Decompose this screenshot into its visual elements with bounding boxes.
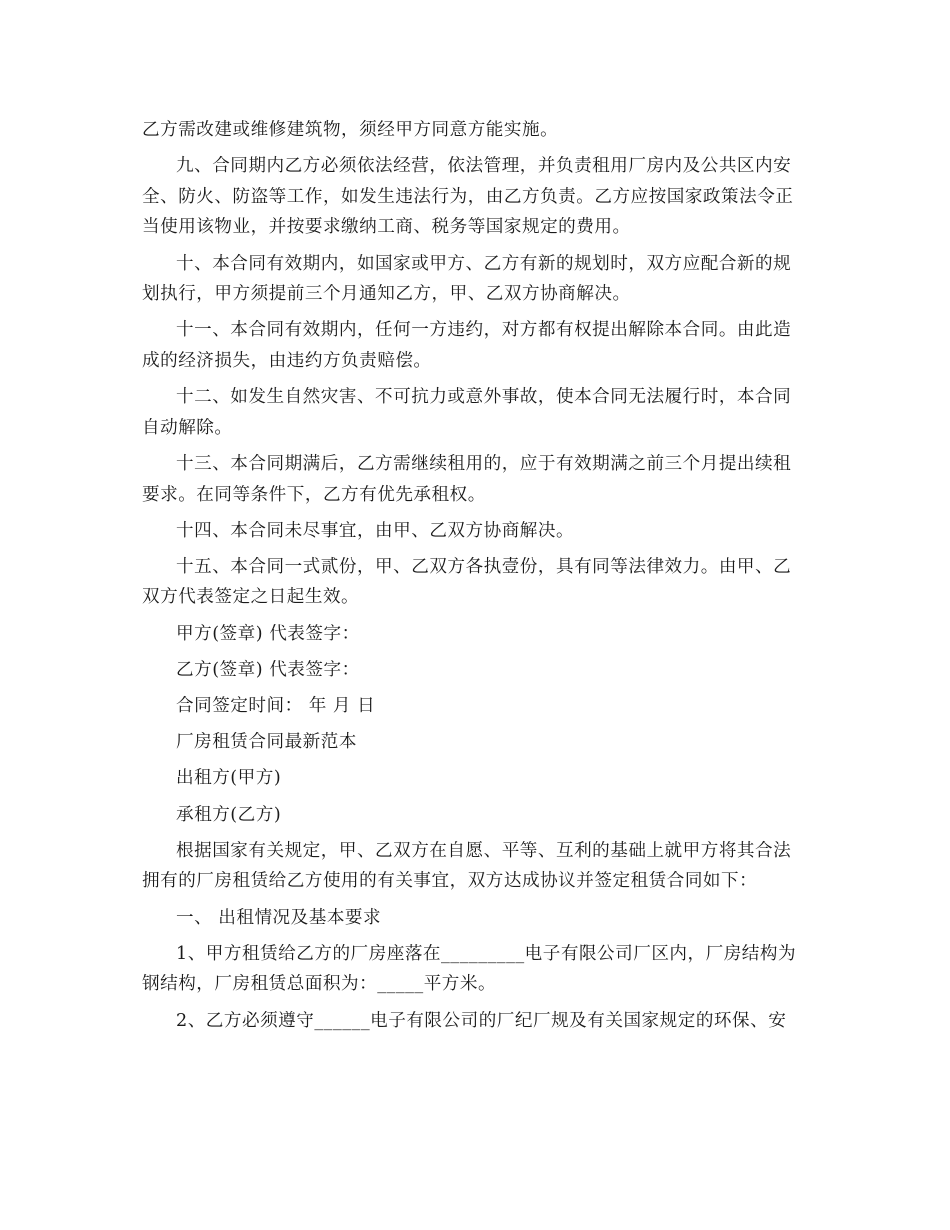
lessee-label: 承租方(乙方) — [176, 804, 282, 825]
paragraph: 十二、如发生自然灾害、不可抗力或意外事故，使本合同无法履行时，本合同自动解除。 — [142, 387, 792, 438]
section-title: 厂房租赁合同最新范本 — [176, 732, 357, 753]
paragraph: 十四、本合同未尽事宜，由甲、乙双方协商解决。 — [176, 520, 575, 541]
lessor-label: 出租方(甲方) — [176, 768, 282, 789]
document-body — [142, 115, 807, 1042]
paragraph: 十一、本合同有效期内，任何一方违约，对方都有权提出解除本合同。由此造成的经济损失，由违约方负责赔偿。 — [142, 320, 792, 371]
paragraph: 乙方需改建或维修建筑物，须经甲方同意方能实施。 — [142, 120, 559, 140]
paragraph: 十三、本合同期满后，乙方需继续租用的，应于有效期满之前三个月提出续租要求。在同等条件下，乙方有优先承租权。 — [142, 453, 792, 505]
paragraph: 根据国家有关规定，甲、乙双方在自愿、平等、互利的基础上就甲方将其合法拥有的厂房租赁给乙方使用的有关事宜，双方达成协议并签定租赁合同如下： — [142, 840, 792, 892]
signing-date-line: 合同签定时间： 年 月 日 — [176, 696, 376, 717]
signature-line-party-b: 乙方(签章) 代表签字： — [176, 659, 360, 680]
paragraph: 1、甲方租赁给乙方的厂房座落在_________电子有限公司厂区内，厂房结构为钢结构，厂房租赁总面积为：_____平方米。 — [142, 943, 797, 995]
paragraph: 九、合同期内乙方必须依法经营，依法管理，并负责租用厂房内及公共区内安全、防火、防盗等工作，如发生违法行为，由乙方负责。乙方应按国家政策法令正当使用该物业，并按要求缴纳工商、税务等国家规定的费用。 — [142, 156, 794, 238]
paragraph: 2、乙方必须遵守______电子有限公司的厂纪厂规及有关国家规定的环保、安 — [176, 1010, 787, 1031]
paragraph: 十、本合同有效期内，如国家或甲方、乙方有新的规划时，双方应配合新的规划执行，甲方须提前三个月通知乙方，甲、乙双方协商解决。 — [142, 253, 792, 305]
signature-line-party-a: 甲方(签章) 代表签字： — [176, 623, 360, 644]
paragraph: 十五、本合同一式贰份，甲、乙双方各执壹份，具有同等法律效力。由甲、乙双方代表签定之日起生效。 — [142, 556, 792, 608]
section-heading: 一、 出租情况及基本要求 — [176, 907, 382, 928]
